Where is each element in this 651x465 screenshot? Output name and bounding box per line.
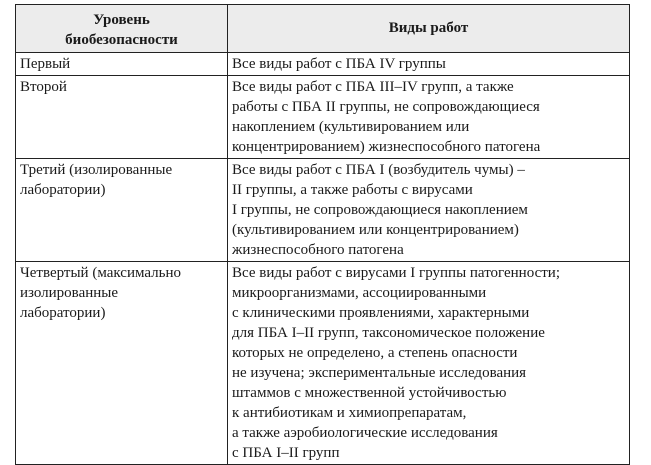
cell-line: накоплением (культивированием или: [232, 119, 470, 135]
header-level-line: Уровень: [93, 12, 150, 28]
table-row: [16, 262, 630, 465]
cell-level: [16, 159, 228, 262]
cell-level: [16, 53, 228, 76]
cell-line: к антибиотикам и химиопрепаратам,: [232, 405, 467, 421]
cell-line: штаммов с множественной устойчивостью: [232, 385, 507, 401]
cell-line: Все виды работ с вирусами I группы патогенности;: [232, 265, 560, 281]
cell-level: [16, 76, 228, 159]
header-works-label: Виды работ: [388, 19, 469, 36]
cell-line: II группы, а также работы с вирусами: [232, 182, 473, 198]
biosafety-table: [15, 4, 630, 465]
table-header-row: [16, 5, 630, 53]
cell-works: [228, 262, 630, 465]
table-row: [16, 53, 630, 76]
table-row: [16, 76, 630, 159]
cell-line: работы с ПБА II группы, не сопровождающиеся: [232, 99, 540, 115]
cell-line: I группы, не сопровождающиеся накоплением: [232, 202, 528, 218]
header-biosafety-level: [16, 5, 228, 53]
cell-line: Четвертый (максимально: [20, 265, 182, 281]
cell-line: Все виды работ с ПБА IV группы: [232, 56, 446, 72]
cell-line: Все виды работ с ПБА III–IV групп, а также: [232, 79, 514, 95]
cell-works: [228, 53, 630, 76]
cell-line: (культивированием или концентрированием): [232, 222, 519, 238]
cell-level: [16, 262, 228, 465]
cell-line: Первый: [20, 56, 71, 72]
cell-line: Все виды работ с ПБА I (возбудитель чумы) –: [232, 162, 525, 178]
cell-line: с клиническими проявлениями, характерными: [232, 305, 530, 321]
cell-line: жизнеспособного патогена: [232, 242, 404, 258]
cell-line: не изучена; экспериментальные исследования: [232, 365, 527, 381]
table-row: [16, 159, 630, 262]
cell-works: [228, 159, 630, 262]
cell-line: для ПБА I–II групп, таксономическое положение: [232, 325, 545, 341]
cell-line: концентрированием) жизнеспособного патогена: [232, 139, 541, 155]
cell-line: Второй: [20, 79, 67, 95]
cell-line: Третий (изолированные: [20, 162, 173, 178]
cell-line: с ПБА I–II групп: [232, 445, 340, 461]
cell-line: микроорганизмами, ассоциированными: [232, 285, 487, 301]
cell-line: которых не определено, а степень опасности: [232, 345, 518, 361]
header-level-line: биобезопасности: [65, 32, 178, 48]
cell-line: лаборатории): [20, 182, 106, 198]
cell-works: [228, 76, 630, 159]
header-work-types: [228, 5, 630, 53]
cell-line: а также аэробиологические исследования: [232, 425, 498, 441]
cell-line: изолированные: [20, 285, 119, 301]
cell-line: лаборатории): [20, 305, 106, 321]
